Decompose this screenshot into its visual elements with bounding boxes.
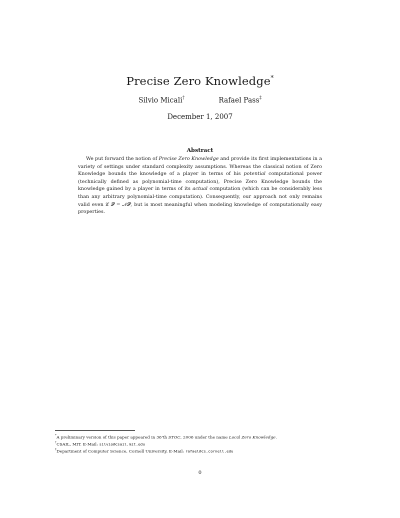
author-1-mark: † xyxy=(182,96,185,101)
footnote-2-mark: † xyxy=(55,439,57,444)
abstract-text-2: and provide its first implementations in a variety of settings under standard complexity assumptions. Whereas the classical notion of Zero Knowledge bounds the knowledge of a player in terms of his xyxy=(78,156,322,178)
author-1-name: Silvio Micali xyxy=(138,96,183,105)
footnote-3-mark: ‡ xyxy=(55,446,57,451)
author-1 xyxy=(138,96,184,104)
abstract-emph-1: Precise Zero Knowledge xyxy=(158,156,219,162)
footnotes xyxy=(55,433,345,454)
paper-date: December 1, 2007 xyxy=(167,113,233,121)
footnote-1 xyxy=(55,433,345,440)
footnote-1-text-a: A preliminary version of this paper appeared in 36'th xyxy=(56,434,169,440)
footnote-1-emph: Local Zero Knowledge xyxy=(229,434,276,440)
abstract-body xyxy=(78,156,322,217)
abstract-text-4: computation (which can be considerably less than any arbitrary polynomial-time computation). Consequently, our approach not only remains valid even if 𝒫 = 𝒩𝒫, but is most meaningful when modeling knowledge of computationally easy properties. xyxy=(78,186,322,216)
title-text: Precise Zero Knowledge xyxy=(126,74,271,88)
footnote-2-email[interactable]: silvio@csail.mit.edu xyxy=(99,441,145,447)
author-list xyxy=(0,96,400,104)
footnote-2-text: CSAIL, MIT. E-Mail: xyxy=(56,441,100,447)
page-number: 0 xyxy=(198,470,202,476)
author-2-name: Rafael Pass xyxy=(218,96,260,105)
footnote-2 xyxy=(55,440,345,447)
abstract-emph-2: potential xyxy=(243,171,266,178)
footnote-1-mark: * xyxy=(55,433,57,437)
footnote-rule xyxy=(55,430,135,431)
footnote-1-stoc: STOC xyxy=(168,434,181,440)
paper-title xyxy=(0,74,400,88)
footnote-3-email[interactable]: rafael@cs.cornell.edu xyxy=(185,448,234,454)
abstract-text-1: We put forward the notion of xyxy=(86,156,159,162)
footnote-3-text: Department of Computer Science, Cornell University, E-Mail: xyxy=(56,448,186,454)
title-footnote-mark: * xyxy=(270,75,274,83)
abstract-heading: Abstract xyxy=(186,148,214,154)
author-2-mark: ‡ xyxy=(259,96,262,101)
abstract-emph-3: actual xyxy=(192,186,208,193)
footnote-1-text-c: . xyxy=(275,434,277,440)
abstract-text-3: computational power (technically defined as polynomial-time computation), Precise Zero Knowledge bounds the knowledge gained by a player in terms of its xyxy=(78,171,323,193)
footnote-3 xyxy=(55,447,345,454)
footnote-1-text-b: , 2006 under the name xyxy=(180,434,229,440)
author-2 xyxy=(219,96,262,104)
abstract-paragraph xyxy=(78,156,322,217)
